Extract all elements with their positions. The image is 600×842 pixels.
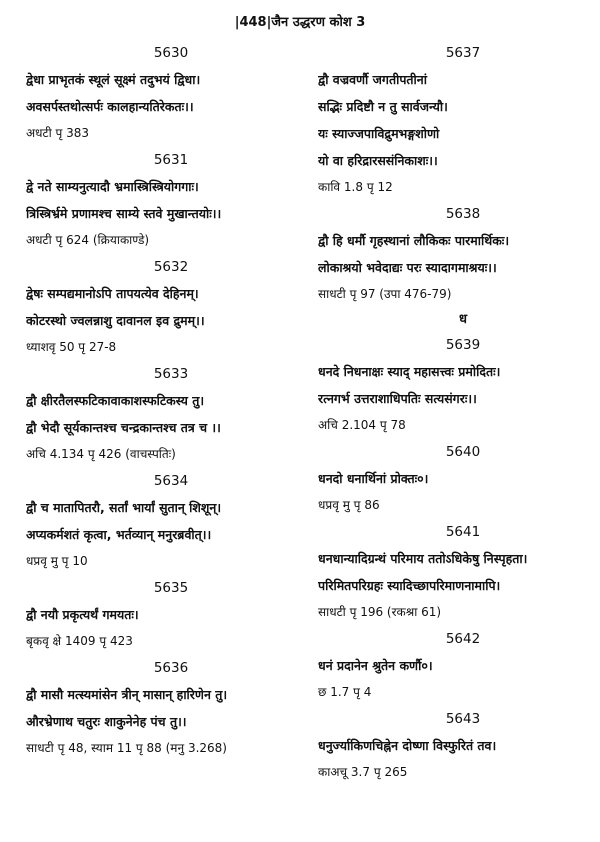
verse-line: धनधान्यादिग्रन्थं परिमाय ततोऽधिकेषु निस्पृहता। — [318, 551, 528, 566]
entry-number: 5643 — [445, 711, 481, 727]
verse-entry — [26, 254, 316, 361]
entry-number: 5631 — [153, 152, 189, 168]
verse-line: धनदे निधनाक्षः स्याद् महासत्त्वः प्रमोदितः। — [318, 364, 501, 379]
right-column — [318, 40, 600, 786]
source-reference: अचि 2.104 पृ 78 — [318, 418, 406, 432]
verse-entry — [26, 361, 316, 468]
section-letter-block — [318, 308, 600, 332]
book-title: जैन उद्धरण कोश 3 — [271, 15, 366, 30]
entry-number: 5630 — [153, 45, 189, 61]
verse-line: परिमितपरिग्रहः स्यादिच्छापरिमाणनामापि। — [318, 578, 501, 593]
verse-line: त्रिस्त्रिर्भ्रमे प्रणामश्च साम्ये स्तवे मुखान्तयोः।। — [26, 206, 222, 221]
source-reference: धप्रवृ मु पृ 10 — [26, 554, 88, 568]
entry-number: 5636 — [153, 660, 189, 676]
source-reference: ध्याशवृ 50 पृ 27-8 — [26, 340, 117, 354]
entry-number: 5633 — [153, 366, 189, 382]
verse-line: अवसर्पस्तथोत्सर्पः कालहान्यतिरेकतः।। — [26, 99, 194, 114]
source-reference: काअचू 3.7 पृ 265 — [318, 765, 408, 779]
source-reference: धप्रवृ मु पृ 86 — [318, 498, 380, 512]
source-reference: बृकवृ क्षे 1409 पृ 423 — [26, 634, 133, 648]
verse-entry — [26, 655, 316, 762]
verse-line: सद्भिः प्रदिष्टौ न तु सार्वजन्यौ। — [318, 99, 448, 114]
entry-number: 5642 — [445, 631, 481, 647]
entry-number: 5641 — [445, 524, 481, 540]
entry-number: 5634 — [153, 473, 189, 489]
source-reference: साधटी पृ 196 (रकश्रा 61) — [318, 605, 442, 619]
source-reference: अचि 4.134 पृ 426 (वाचस्पतिः) — [26, 447, 176, 461]
verse-line: द्वौ भेदौ सूर्यकान्तश्च चन्द्रकान्तश्च तत्र च ।। — [26, 420, 221, 435]
verse-line: अप्यकर्मशतं कृत्वा, भर्तव्यान् मनुरब्रवीत्।। — [26, 527, 212, 542]
section-letter: ध — [459, 312, 467, 327]
verse-line: द्वौ नयौ प्रकृत्यर्थं गमयतः। — [26, 607, 139, 622]
entry-number: 5635 — [153, 580, 189, 596]
verse-line: लोकाश्रयो भवेदाद्यः परः स्यादागमाश्रयः।। — [318, 260, 497, 275]
entry-number: 5637 — [445, 45, 481, 61]
verse-entry — [26, 40, 316, 147]
source-reference: अधटी पृ 383 — [26, 126, 90, 140]
verse-entry — [318, 332, 600, 439]
entry-number: 5632 — [153, 259, 189, 275]
verse-entry — [318, 626, 600, 706]
source-reference: साधटी पृ 48, स्याम 11 पृ 88 (मनु 3.268) — [26, 741, 227, 755]
verse-line: धनुर्ज्याकिणचिह्नेन दोष्णा विस्फुरितं तव। — [318, 738, 497, 753]
entry-number: 5640 — [445, 444, 481, 460]
verse-line: द्वे नते साम्यनुत्यादौ भ्रमास्त्रिस्त्रियोगगाः। — [26, 179, 199, 194]
verse-line: द्वौ मासौ मत्स्यमांसेन त्रीन् मासान् हारिणेन तु। — [26, 687, 228, 702]
verse-entry — [26, 575, 316, 655]
verse-entry — [318, 439, 600, 519]
source-reference: अधटी पृ 624 (क्रियाकाण्डे) — [26, 233, 150, 247]
verse-entry — [26, 147, 316, 254]
verse-line: रत्नगर्भ उत्तराशाधिपतिः सत्यसंगरः।। — [318, 391, 477, 406]
verse-line: औरभ्रेणाथ चतुरः शाकुनेनेह पंच तु।। — [26, 714, 187, 729]
source-reference: साधटी पृ 97 (उपा 476-79) — [318, 287, 452, 301]
verse-entry — [318, 201, 600, 308]
verse-line: धनदो धनार्थिनां प्रोक्तः०। — [318, 471, 429, 486]
page-number: 448 — [239, 15, 267, 30]
page-header: |448|जैन उद्धरण कोश 3 — [234, 15, 366, 30]
verse-line: द्वौ च मातापितरौ, सर्तां भार्यां सुतान् शिशून्। — [26, 500, 222, 515]
left-column — [26, 40, 316, 762]
verse-entry — [318, 706, 600, 786]
verse-line: धनं प्रदानेन श्रुतेन कर्णौ०। — [318, 658, 433, 673]
verse-line: द्वौ क्षीरतैलस्फटिकावाकाशस्फटिकस्य तु। — [26, 393, 205, 408]
entry-number: 5639 — [445, 337, 481, 353]
verse-line: यो वा हरिद्रारससंनिकाशः।। — [318, 153, 438, 168]
verse-entry — [318, 40, 600, 201]
verse-line: कोटरस्थो ज्वलन्नाशु दावानल इव द्रुमम्।। — [26, 313, 205, 328]
verse-line: द्वेषः सम्पद्यमानोऽपि तापयत्येव देहिनम्। — [26, 286, 199, 301]
verse-entry — [26, 468, 316, 575]
verse-line: यः स्याज्जपाविद्रुमभङ्गशोणो — [318, 126, 440, 141]
verse-line: द्वौ हि धर्मौ गृहस्थानां लौकिकः पारमार्थिकः। — [318, 233, 510, 248]
verse-line: द्वौ वज्रवर्णौ जगतीपतीनां — [318, 72, 427, 87]
verse-entry — [318, 519, 600, 626]
source-reference: छ 1.7 पृ 4 — [318, 685, 372, 699]
entry-number: 5638 — [445, 206, 481, 222]
verse-line: द्वेधा प्राभृतकं स्थूलं सूक्ष्मं तदुभयं द्विधा। — [26, 72, 201, 87]
source-reference: कावि 1.8 पृ 12 — [318, 180, 393, 194]
